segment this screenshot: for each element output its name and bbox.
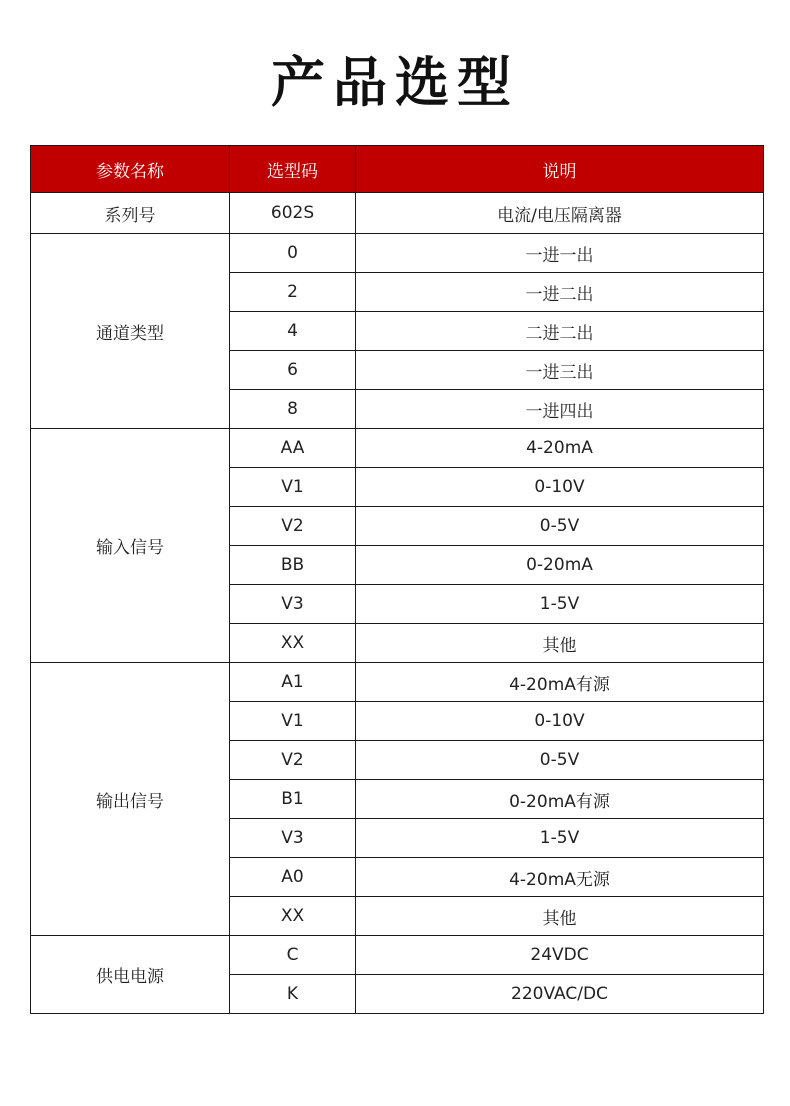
desc-cell: 4-20mA [356,429,764,468]
code-cell: A1 [230,663,356,702]
desc-cell: 0-20mA [356,546,764,585]
code-cell: V1 [230,468,356,507]
header-code: 选型码 [230,146,356,193]
desc-cell: 0-20mA有源 [356,780,764,819]
desc-cell: 电流/电压隔离器 [356,193,764,234]
code-cell: V3 [230,585,356,624]
page-title: 产品选型 [271,51,519,114]
desc-cell: 其他 [356,897,764,936]
header-description: 说明 [356,146,764,193]
desc-cell: 0-5V [356,507,764,546]
param-cell: 输入信号 [31,429,230,663]
code-cell: B1 [230,780,356,819]
table-row [31,936,764,975]
desc-cell: 1-5V [356,585,764,624]
desc-cell: 0-10V [356,702,764,741]
desc-cell: 4-20mA无源 [356,858,764,897]
code-cell: 2 [230,273,356,312]
table-header-row [31,146,764,193]
param-cell: 供电电源 [31,936,230,1014]
code-cell: V1 [230,702,356,741]
code-cell: V2 [230,507,356,546]
desc-cell: 一进三出 [356,351,764,390]
code-cell: C [230,936,356,975]
selection-table [30,145,764,1014]
code-cell: K [230,975,356,1014]
desc-cell: 一进二出 [356,273,764,312]
desc-cell: 二进二出 [356,312,764,351]
desc-cell: 1-5V [356,819,764,858]
desc-cell: 一进一出 [356,234,764,273]
desc-cell: 220VAC/DC [356,975,764,1014]
table-row [31,429,764,468]
param-cell: 系列号 [31,193,230,234]
code-cell: 8 [230,390,356,429]
param-cell: 通道类型 [31,234,230,429]
header-param-name: 参数名称 [31,146,230,193]
param-cell: 输出信号 [31,663,230,936]
code-cell: XX [230,897,356,936]
code-cell: 4 [230,312,356,351]
code-cell: 6 [230,351,356,390]
code-cell: BB [230,546,356,585]
code-cell: XX [230,624,356,663]
desc-cell: 4-20mA有源 [356,663,764,702]
desc-cell: 其他 [356,624,764,663]
code-cell: 602S [230,193,356,234]
table-row [31,234,764,273]
table-row [31,663,764,702]
code-cell: V3 [230,819,356,858]
code-cell: 0 [230,234,356,273]
code-cell: A0 [230,858,356,897]
table-row [31,193,764,234]
code-cell: AA [230,429,356,468]
code-cell: V2 [230,741,356,780]
desc-cell: 0-5V [356,741,764,780]
desc-cell: 24VDC [356,936,764,975]
desc-cell: 0-10V [356,468,764,507]
desc-cell: 一进四出 [356,390,764,429]
